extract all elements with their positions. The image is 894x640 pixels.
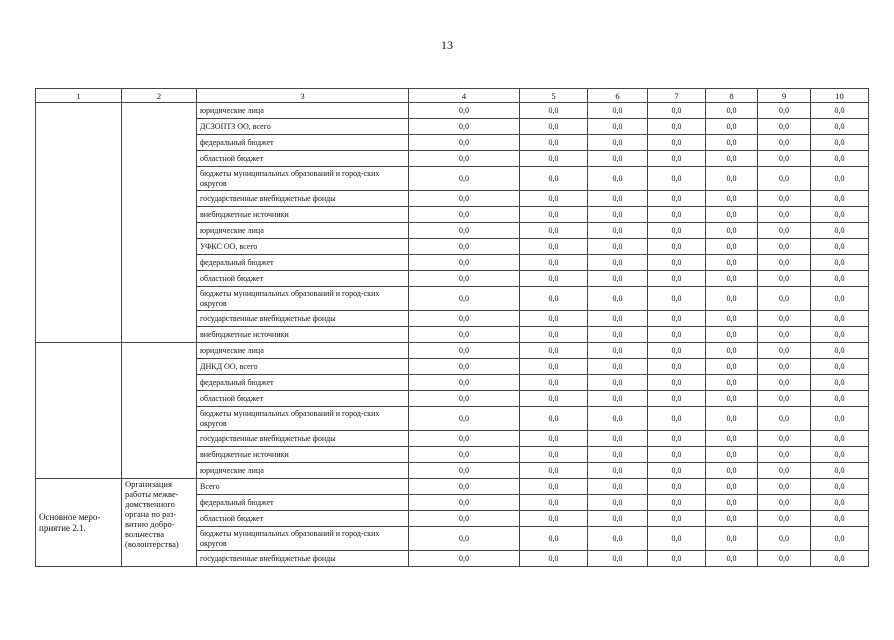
value-cell: 0,0 — [706, 151, 758, 167]
header-cell: 5 — [520, 89, 588, 103]
header-cell: 1 — [36, 89, 122, 103]
value-cell: 0,0 — [588, 391, 648, 407]
value-cell: 0,0 — [811, 223, 869, 239]
value-cell: 0,0 — [588, 207, 648, 223]
value-cell: 0,0 — [588, 343, 648, 359]
value-cell: 0,0 — [706, 207, 758, 223]
value-cell: 0,0 — [409, 407, 520, 431]
value-cell: 0,0 — [811, 271, 869, 287]
funding-source-label: Всего — [197, 479, 409, 495]
value-cell: 0,0 — [520, 495, 588, 511]
value-cell: 0,0 — [706, 103, 758, 119]
value-cell: 0,0 — [648, 551, 706, 567]
value-cell: 0,0 — [758, 463, 811, 479]
measure-description-cell — [122, 103, 197, 343]
value-cell: 0,0 — [520, 239, 588, 255]
value-cell: 0,0 — [758, 255, 811, 271]
value-cell: 0,0 — [811, 391, 869, 407]
measure-title-cell: Основное меро-приятие 2.1. — [36, 479, 122, 567]
value-cell: 0,0 — [588, 119, 648, 135]
page-number: 13 — [441, 38, 453, 52]
value-cell: 0,0 — [648, 223, 706, 239]
value-cell: 0,0 — [706, 431, 758, 447]
value-cell: 0,0 — [706, 287, 758, 311]
header-cell: 8 — [706, 89, 758, 103]
funding-source-label: областной бюджет — [197, 391, 409, 407]
value-cell: 0,0 — [706, 135, 758, 151]
funding-source-label: ДНКД ОО, всего — [197, 359, 409, 375]
value-cell: 0,0 — [520, 327, 588, 343]
value-cell: 0,0 — [409, 391, 520, 407]
value-cell: 0,0 — [811, 407, 869, 431]
funding-source-label: ДСЗОПТЗ ОО, всего — [197, 119, 409, 135]
value-cell: 0,0 — [706, 311, 758, 327]
value-cell: 0,0 — [409, 119, 520, 135]
value-cell: 0,0 — [588, 527, 648, 551]
value-cell: 0,0 — [520, 479, 588, 495]
value-cell: 0,0 — [409, 191, 520, 207]
funding-source-label: федеральный бюджет — [197, 375, 409, 391]
value-cell: 0,0 — [811, 119, 869, 135]
value-cell: 0,0 — [588, 287, 648, 311]
value-cell: 0,0 — [648, 359, 706, 375]
value-cell: 0,0 — [648, 207, 706, 223]
value-cell: 0,0 — [520, 407, 588, 431]
value-cell: 0,0 — [648, 463, 706, 479]
funding-source-label: юридические лица — [197, 343, 409, 359]
value-cell: 0,0 — [520, 447, 588, 463]
value-cell: 0,0 — [588, 511, 648, 527]
value-cell: 0,0 — [706, 407, 758, 431]
header-cell: 3 — [197, 89, 409, 103]
value-cell: 0,0 — [811, 167, 869, 191]
value-cell: 0,0 — [520, 151, 588, 167]
value-cell: 0,0 — [588, 551, 648, 567]
value-cell: 0,0 — [811, 375, 869, 391]
value-cell: 0,0 — [758, 359, 811, 375]
value-cell: 0,0 — [409, 527, 520, 551]
value-cell: 0,0 — [758, 223, 811, 239]
funding-source-label: федеральный бюджет — [197, 255, 409, 271]
measure-title-cell — [36, 103, 122, 343]
value-cell: 0,0 — [409, 151, 520, 167]
value-cell: 0,0 — [811, 151, 869, 167]
value-cell: 0,0 — [520, 135, 588, 151]
funding-source-label: бюджеты муниципальных образований и город-ских округов — [197, 527, 409, 551]
value-cell: 0,0 — [588, 151, 648, 167]
value-cell: 0,0 — [409, 447, 520, 463]
value-cell: 0,0 — [758, 391, 811, 407]
value-cell: 0,0 — [409, 255, 520, 271]
value-cell: 0,0 — [520, 191, 588, 207]
value-cell: 0,0 — [706, 527, 758, 551]
funding-source-label: юридические лица — [197, 463, 409, 479]
value-cell: 0,0 — [648, 191, 706, 207]
value-cell: 0,0 — [811, 527, 869, 551]
value-cell: 0,0 — [706, 167, 758, 191]
value-cell: 0,0 — [409, 167, 520, 191]
value-cell: 0,0 — [811, 447, 869, 463]
value-cell: 0,0 — [648, 527, 706, 551]
value-cell: 0,0 — [409, 327, 520, 343]
value-cell: 0,0 — [409, 271, 520, 287]
value-cell: 0,0 — [588, 479, 648, 495]
value-cell: 0,0 — [706, 447, 758, 463]
value-cell: 0,0 — [648, 447, 706, 463]
value-cell: 0,0 — [648, 271, 706, 287]
funding-source-label: внебюджетные источники — [197, 447, 409, 463]
value-cell: 0,0 — [520, 391, 588, 407]
value-cell: 0,0 — [706, 119, 758, 135]
value-cell: 0,0 — [758, 479, 811, 495]
value-cell: 0,0 — [758, 151, 811, 167]
value-cell: 0,0 — [648, 239, 706, 255]
value-cell: 0,0 — [706, 551, 758, 567]
value-cell: 0,0 — [409, 103, 520, 119]
table-body — [36, 103, 869, 567]
value-cell: 0,0 — [811, 207, 869, 223]
header-cell: 2 — [122, 89, 197, 103]
value-cell: 0,0 — [588, 431, 648, 447]
value-cell: 0,0 — [648, 375, 706, 391]
value-cell: 0,0 — [758, 343, 811, 359]
value-cell: 0,0 — [706, 327, 758, 343]
value-cell: 0,0 — [758, 271, 811, 287]
value-cell: 0,0 — [758, 551, 811, 567]
value-cell: 0,0 — [520, 167, 588, 191]
value-cell: 0,0 — [811, 327, 869, 343]
header-cell: 10 — [811, 89, 869, 103]
funding-source-label: УФКС ОО, всего — [197, 239, 409, 255]
funding-source-label: областной бюджет — [197, 511, 409, 527]
value-cell: 0,0 — [588, 167, 648, 191]
value-cell: 0,0 — [706, 463, 758, 479]
value-cell: 0,0 — [520, 103, 588, 119]
value-cell: 0,0 — [811, 191, 869, 207]
value-cell: 0,0 — [758, 375, 811, 391]
value-cell: 0,0 — [758, 327, 811, 343]
value-cell: 0,0 — [706, 479, 758, 495]
value-cell: 0,0 — [811, 495, 869, 511]
value-cell: 0,0 — [588, 407, 648, 431]
value-cell: 0,0 — [811, 255, 869, 271]
value-cell: 0,0 — [648, 327, 706, 343]
value-cell: 0,0 — [758, 135, 811, 151]
value-cell: 0,0 — [409, 479, 520, 495]
value-cell: 0,0 — [588, 311, 648, 327]
value-cell: 0,0 — [588, 359, 648, 375]
value-cell: 0,0 — [648, 431, 706, 447]
value-cell: 0,0 — [520, 527, 588, 551]
header-cell: 6 — [588, 89, 648, 103]
budget-table — [35, 88, 869, 567]
value-cell: 0,0 — [811, 463, 869, 479]
value-cell: 0,0 — [588, 495, 648, 511]
value-cell: 0,0 — [706, 359, 758, 375]
value-cell: 0,0 — [758, 495, 811, 511]
value-cell: 0,0 — [520, 311, 588, 327]
funding-source-label: государственные внебюджетные фонды — [197, 551, 409, 567]
value-cell: 0,0 — [758, 191, 811, 207]
value-cell: 0,0 — [588, 271, 648, 287]
value-cell: 0,0 — [648, 135, 706, 151]
value-cell: 0,0 — [648, 151, 706, 167]
funding-source-label: внебюджетные источники — [197, 207, 409, 223]
value-cell: 0,0 — [409, 551, 520, 567]
funding-source-label: бюджеты муниципальных образований и город-ских округов — [197, 167, 409, 191]
value-cell: 0,0 — [409, 495, 520, 511]
value-cell: 0,0 — [706, 255, 758, 271]
header-cell: 7 — [648, 89, 706, 103]
value-cell: 0,0 — [706, 391, 758, 407]
value-cell: 0,0 — [588, 255, 648, 271]
value-cell: 0,0 — [811, 359, 869, 375]
value-cell: 0,0 — [648, 391, 706, 407]
value-cell: 0,0 — [758, 103, 811, 119]
value-cell: 0,0 — [758, 407, 811, 431]
value-cell: 0,0 — [520, 551, 588, 567]
value-cell: 0,0 — [588, 463, 648, 479]
value-cell: 0,0 — [409, 463, 520, 479]
value-cell: 0,0 — [758, 527, 811, 551]
funding-source-label: областной бюджет — [197, 271, 409, 287]
value-cell: 0,0 — [588, 135, 648, 151]
value-cell: 0,0 — [409, 343, 520, 359]
value-cell: 0,0 — [520, 511, 588, 527]
value-cell: 0,0 — [648, 103, 706, 119]
funding-source-label: государственные внебюджетные фонды — [197, 431, 409, 447]
value-cell: 0,0 — [758, 167, 811, 191]
value-cell: 0,0 — [520, 223, 588, 239]
value-cell: 0,0 — [706, 375, 758, 391]
value-cell: 0,0 — [409, 207, 520, 223]
value-cell: 0,0 — [758, 119, 811, 135]
value-cell: 0,0 — [409, 311, 520, 327]
value-cell: 0,0 — [758, 287, 811, 311]
value-cell: 0,0 — [706, 511, 758, 527]
value-cell: 0,0 — [520, 119, 588, 135]
funding-source-label: государственные внебюджетные фонды — [197, 311, 409, 327]
header-cell: 9 — [758, 89, 811, 103]
header-row — [36, 89, 869, 103]
value-cell: 0,0 — [409, 239, 520, 255]
value-cell: 0,0 — [588, 239, 648, 255]
value-cell: 0,0 — [706, 271, 758, 287]
measure-description-cell: Организация работы межве-домственного органа по раз-витию добро-вольчества (волонтерства) — [122, 479, 197, 567]
value-cell: 0,0 — [758, 239, 811, 255]
funding-source-label: федеральный бюджет — [197, 495, 409, 511]
value-cell: 0,0 — [588, 191, 648, 207]
value-cell: 0,0 — [520, 207, 588, 223]
funding-source-label: юридические лица — [197, 223, 409, 239]
value-cell: 0,0 — [811, 511, 869, 527]
value-cell: 0,0 — [811, 311, 869, 327]
value-cell: 0,0 — [706, 191, 758, 207]
value-cell: 0,0 — [520, 359, 588, 375]
value-cell: 0,0 — [520, 431, 588, 447]
value-cell: 0,0 — [648, 255, 706, 271]
value-cell: 0,0 — [648, 311, 706, 327]
value-cell: 0,0 — [648, 287, 706, 311]
value-cell: 0,0 — [706, 495, 758, 511]
value-cell: 0,0 — [588, 103, 648, 119]
value-cell: 0,0 — [811, 431, 869, 447]
value-cell: 0,0 — [409, 359, 520, 375]
value-cell: 0,0 — [409, 431, 520, 447]
value-cell: 0,0 — [409, 135, 520, 151]
table-row — [36, 479, 869, 495]
value-cell: 0,0 — [811, 287, 869, 311]
value-cell: 0,0 — [706, 223, 758, 239]
funding-source-label: внебюджетные источники — [197, 327, 409, 343]
value-cell: 0,0 — [811, 343, 869, 359]
value-cell: 0,0 — [409, 223, 520, 239]
value-cell: 0,0 — [811, 551, 869, 567]
value-cell: 0,0 — [648, 167, 706, 191]
value-cell: 0,0 — [520, 287, 588, 311]
value-cell: 0,0 — [520, 375, 588, 391]
value-cell: 0,0 — [520, 271, 588, 287]
value-cell: 0,0 — [648, 407, 706, 431]
value-cell: 0,0 — [520, 463, 588, 479]
value-cell: 0,0 — [758, 447, 811, 463]
value-cell: 0,0 — [588, 447, 648, 463]
value-cell: 0,0 — [588, 223, 648, 239]
value-cell: 0,0 — [520, 343, 588, 359]
table-row — [36, 103, 869, 119]
value-cell: 0,0 — [588, 375, 648, 391]
value-cell: 0,0 — [648, 343, 706, 359]
measure-description-cell — [122, 343, 197, 479]
header-cell: 4 — [409, 89, 520, 103]
value-cell: 0,0 — [648, 511, 706, 527]
value-cell: 0,0 — [706, 343, 758, 359]
value-cell: 0,0 — [811, 103, 869, 119]
value-cell: 0,0 — [811, 479, 869, 495]
value-cell: 0,0 — [409, 375, 520, 391]
value-cell: 0,0 — [409, 287, 520, 311]
value-cell: 0,0 — [648, 495, 706, 511]
value-cell: 0,0 — [409, 511, 520, 527]
funding-source-label: бюджеты муниципальных образований и город-ских округов — [197, 407, 409, 431]
funding-source-label: бюджеты муниципальных образований и город-ских округов — [197, 287, 409, 311]
value-cell: 0,0 — [706, 239, 758, 255]
measure-title-cell — [36, 343, 122, 479]
funding-source-label: федеральный бюджет — [197, 135, 409, 151]
funding-source-label: юридические лица — [197, 103, 409, 119]
value-cell: 0,0 — [811, 135, 869, 151]
value-cell: 0,0 — [758, 431, 811, 447]
value-cell: 0,0 — [758, 511, 811, 527]
funding-source-label: государственные внебюджетные фонды — [197, 191, 409, 207]
value-cell: 0,0 — [588, 327, 648, 343]
value-cell: 0,0 — [758, 207, 811, 223]
funding-source-label: областной бюджет — [197, 151, 409, 167]
value-cell: 0,0 — [758, 311, 811, 327]
value-cell: 0,0 — [811, 239, 869, 255]
value-cell: 0,0 — [520, 255, 588, 271]
value-cell: 0,0 — [648, 479, 706, 495]
table-row — [36, 343, 869, 359]
value-cell: 0,0 — [648, 119, 706, 135]
